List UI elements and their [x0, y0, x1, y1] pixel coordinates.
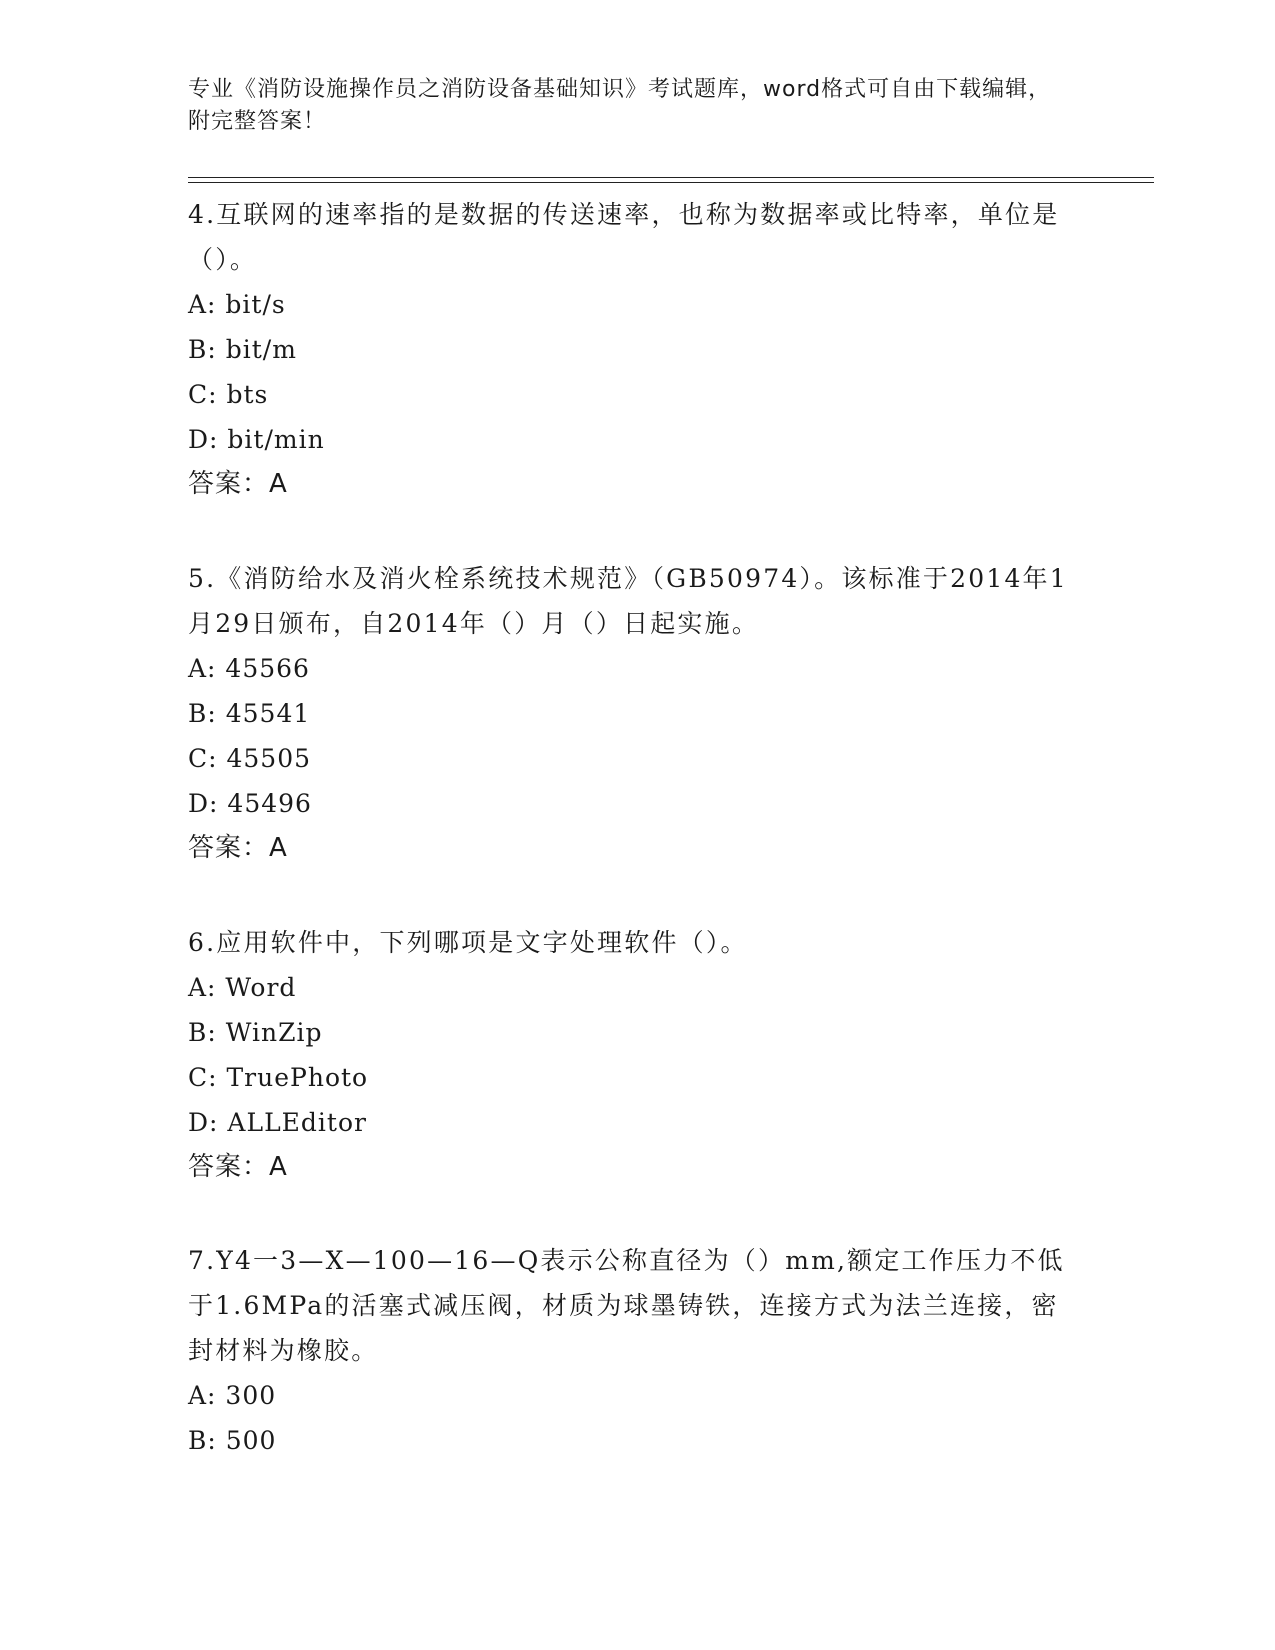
question-4 — [188, 192, 1068, 507]
answer: 答案：A — [188, 833, 288, 863]
document-header: 专业《消防设施操作员之消防设备基础知识》考试题库，word格式可自由下载编辑，附完整答案！ — [188, 77, 1052, 134]
option-d: D: ALLEditor — [188, 1108, 367, 1137]
answer: 答案：A — [188, 1152, 288, 1182]
question-5 — [188, 556, 1068, 871]
question-7 — [188, 1238, 1068, 1463]
option-b: B: WinZip — [188, 1018, 323, 1047]
option-a: A: Word — [188, 973, 297, 1002]
option-b: B: bit/m — [188, 335, 297, 364]
question-6 — [188, 920, 1068, 1190]
option-a: A: 45566 — [188, 654, 310, 683]
header-rule-bottom — [188, 182, 1154, 183]
option-d: D: 45496 — [188, 789, 312, 818]
option-b: B: 45541 — [188, 699, 311, 728]
option-c: C: bts — [188, 380, 269, 409]
answer: 答案：A — [188, 469, 288, 499]
header-rule-top — [188, 177, 1154, 178]
option-c: C: TruePhoto — [188, 1063, 369, 1092]
option-c: C: 45505 — [188, 744, 312, 773]
option-d: D: bit/min — [188, 425, 325, 454]
option-a: A: bit/s — [188, 290, 286, 319]
option-b: B: 500 — [188, 1426, 277, 1455]
question-text: 7.Y4一3—X—100—16—Q表示公称直径为（）mm,额定工作压力不低于1.6MPa的活塞式减压阀，材质为球墨铸铁，连接方式为法兰连接，密封材料为橡胶。 — [188, 1246, 1065, 1365]
question-text: 6.应用软件中，下列哪项是文字处理软件（）。 — [188, 928, 748, 957]
question-text: 5.《消防给水及消火栓系统技术规范》（GB50974）。该标准于2014年1月29日颁布，自2014年（）月（）日起实施。 — [188, 564, 1068, 638]
option-a: A: 300 — [188, 1381, 277, 1410]
question-text: 4.互联网的速率指的是数据的传送速率，也称为数据率或比特率，单位是（）。 — [188, 200, 1060, 274]
